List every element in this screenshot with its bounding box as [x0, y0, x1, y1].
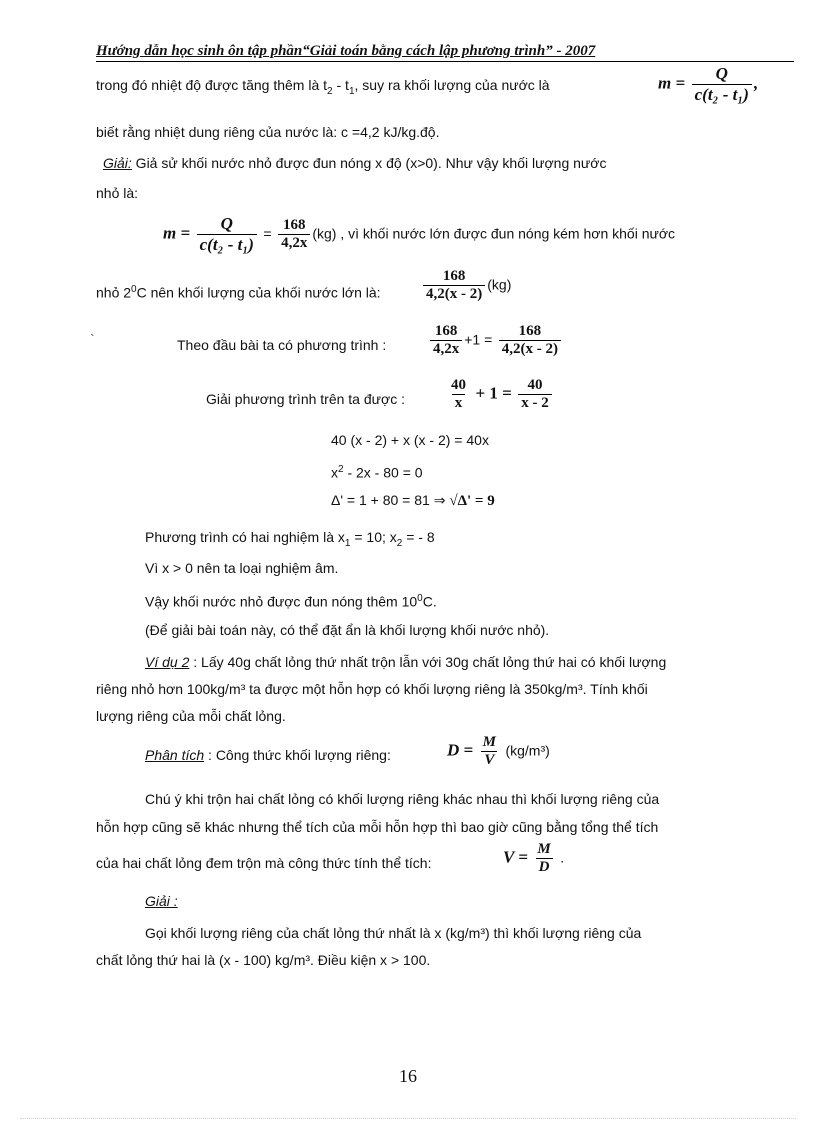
stray-mark: ` — [90, 331, 95, 347]
text-line-8: 40 (x - 2) + x (x - 2) = 40x — [331, 432, 489, 448]
footer-dotted-line — [20, 1118, 796, 1119]
equation-1: m = $\frac{Q}{\text{c(t₂ - t₁)}}$ = $\frac{168}{4,2x}$ (kg) , vì khối nước lớn được đun nóng kém hơn khối nước — [163, 214, 676, 254]
density-formula: D = $\frac{M}{V}$ (kg/m³) — [447, 734, 550, 768]
equation-3: $\frac{168}{4,2x}$ +1 = $\frac{168}{4,2(x - 2)}$ — [428, 323, 563, 358]
text-line-14: (Để giải bài toán này, có thể đặt ẩn là khối lượng khối nước nhỏ). — [145, 622, 550, 638]
text-line-5: nhỏ $2^0C$ nên khối lượng của khối nước lớn là: — [96, 284, 381, 301]
page-header: Hướng dẫn học sinh ôn tập phần“Giải toán bằng cách lập phương trình” - 2007 — [96, 43, 596, 59]
equation-2: $\frac{168}{4,2(x - 2)}$ (kg) — [421, 268, 511, 303]
page-number: 16 — [399, 1066, 417, 1086]
text-line-19: Chú ý khi trộn hai chất lỏng có khối lượng riêng khác nhau thì khối lượng riêng của — [145, 791, 660, 807]
text-line-10: Δ' = 1 + 80 = 81 ⇒ √Δ' = 9 — [331, 492, 495, 509]
text-line-7: Giải phương trình trên ta được : — [206, 391, 405, 407]
mass-formula-1: m = $\frac{Q}{\text{c(t₂ - t₁)}}$ , — [658, 64, 759, 104]
text-line-2: biết rằng nhiệt dung riêng của nước là: c =4,2 kJ/kg.độ. — [96, 124, 440, 140]
text-line-16: riêng nhỏ hơn 100kg/m³ ta được một hỗn hợp có khối lượng riêng là 350kg/m³. Tính khối — [96, 681, 648, 697]
text-line-11: Phương trình có hai nghiệm là $x_1 = 10$; $x_2$ = - 8 — [145, 529, 435, 549]
text-line-18: Phân tích : Công thức khối lượng riêng: — [145, 747, 391, 763]
text-line-6: Theo đầu bài ta có phương trình : — [177, 337, 387, 353]
text-line-15: Ví dụ 2 : Lấy 40g chất lỏng thứ nhất trộn lẫn với 30g chất lỏng thứ hai có khối lượng — [145, 654, 667, 670]
giai-heading: Giải : — [145, 893, 178, 909]
text-line-17: lượng riêng của mỗi chất lỏng. — [96, 708, 286, 724]
text-line-1: trong đó nhiệt độ được tăng thêm là $t_2 - t_1$, suy ra khối lượng của nước là — [96, 77, 550, 97]
text-line-12: Vì x > 0 nên ta loại nghiệm âm. — [145, 560, 339, 576]
text-line-20: hỗn hợp cũng sẽ khác nhưng thể tích của mỗi hỗn hợp thì bao giờ cũng bằng tổng thể tích — [96, 819, 659, 835]
equation-4: $\frac{40}{x}$ + 1 = $\frac{40}{x - 2}$ — [446, 377, 554, 412]
text-line-22: Gọi khối lượng riêng của chất lỏng thứ nhất là x (kg/m³) thì khối lượng riêng của — [145, 925, 642, 941]
text-line-4: nhỏ là: — [96, 185, 139, 201]
header-rule — [96, 61, 794, 62]
text-line-3: Giải: Giả sử khối nước nhỏ được đun nóng x độ (x>0). Như vậy khối lượng nước — [103, 155, 607, 171]
text-line-21: của hai chất lỏng đem trộn mà công thức tính thể tích: — [96, 855, 432, 871]
text-line-23: chất lỏng thứ hai là (x - 100) kg/m³. Điều kiện x > 100. — [96, 952, 431, 968]
volume-formula: V = $\frac{M}{D}$ . — [503, 841, 565, 875]
text-line-13: Vậy khối nước nhỏ được đun nóng thêm $10^0C$. — [145, 593, 437, 610]
text-line-9: $x^2 - 2x - 80 = 0$ — [331, 464, 423, 481]
